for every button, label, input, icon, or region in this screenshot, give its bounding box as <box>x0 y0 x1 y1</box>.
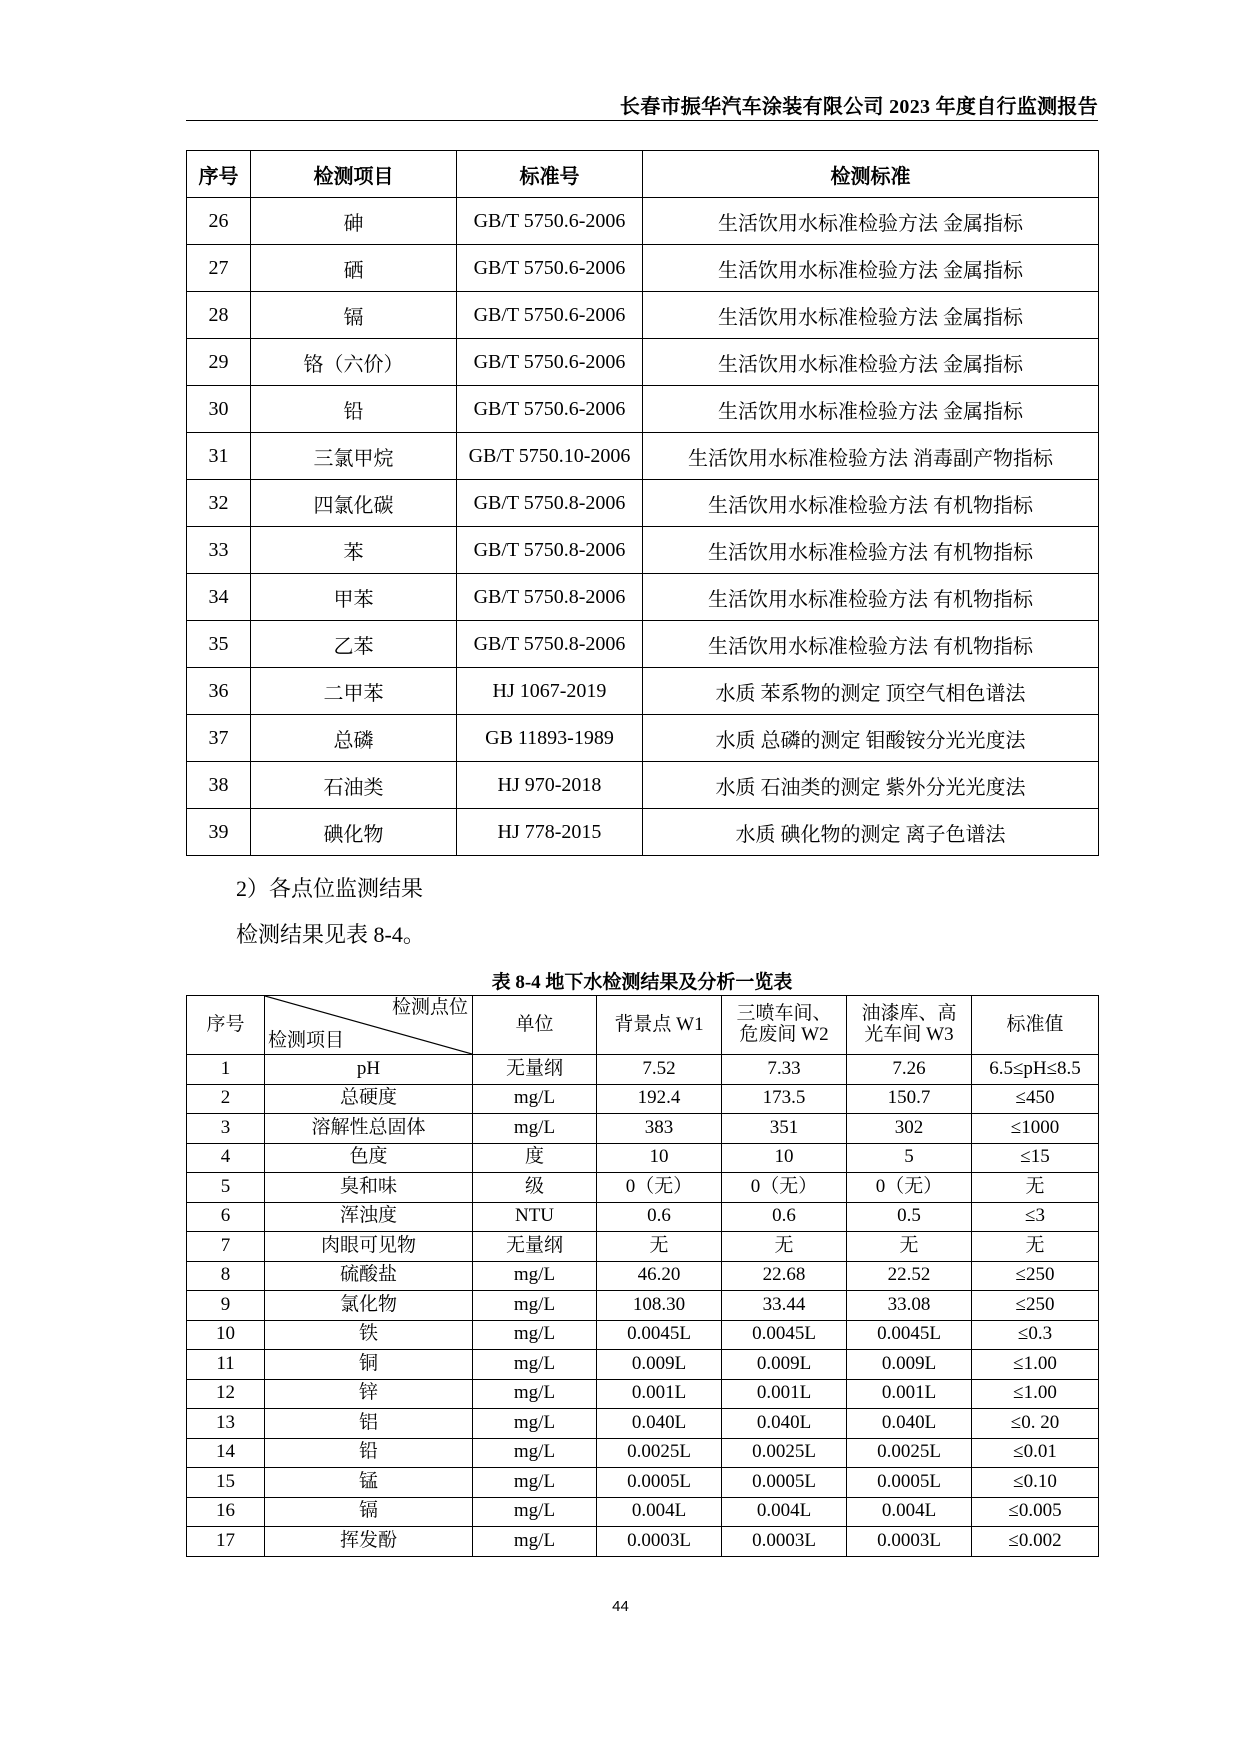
cell-w2: 0.0025L <box>722 1438 847 1468</box>
cell-test-standard: 生活饮用水标准检验方法 金属指标 <box>643 339 1099 386</box>
table-row <box>187 1173 1099 1203</box>
cell-w3: 0（无） <box>847 1173 972 1203</box>
groundwater-results-table <box>186 995 1099 1557</box>
cell-unit: mg/L <box>473 1468 597 1498</box>
cell-w1: 0（无） <box>597 1173 722 1203</box>
cell-standard-number: GB/T 5750.8-2006 <box>457 574 643 621</box>
cell-w3: 0.009L <box>847 1350 972 1380</box>
cell-seq: 1 <box>187 1055 265 1085</box>
cell-w2: 0.009L <box>722 1350 847 1380</box>
cell-w1: 0.0005L <box>597 1468 722 1498</box>
cell-w3: 0.0003L <box>847 1527 972 1557</box>
section-intro: 检测结果见表 8-4。 <box>236 922 425 947</box>
table-caption: 表 8-4 地下水检测结果及分析一览表 <box>491 972 793 993</box>
cell-seq: 5 <box>187 1173 265 1203</box>
cell-standard-number: HJ 1067-2019 <box>457 668 643 715</box>
cell-seq: 37 <box>187 715 251 762</box>
cell-unit: mg/L <box>473 1261 597 1291</box>
cell-seq: 2 <box>187 1084 265 1114</box>
cell-w1: 0.040L <box>597 1409 722 1439</box>
cell-w3: 7.26 <box>847 1055 972 1085</box>
table-row <box>187 574 1099 621</box>
cell-w2: 22.68 <box>722 1261 847 1291</box>
cell-test-item: 四氯化碳 <box>251 480 457 527</box>
cell-unit: mg/L <box>473 1497 597 1527</box>
cell-seq: 26 <box>187 198 251 245</box>
cell-seq: 8 <box>187 1261 265 1291</box>
cell-test-standard: 生活饮用水标准检验方法 金属指标 <box>643 198 1099 245</box>
cell-seq: 11 <box>187 1350 265 1380</box>
results-header-standard: 标准值 <box>972 996 1099 1055</box>
cell-seq: 3 <box>187 1114 265 1144</box>
cell-standard-number: GB 11893-1989 <box>457 715 643 762</box>
cell-w1: 10 <box>597 1143 722 1173</box>
cell-w2: 351 <box>722 1114 847 1144</box>
cell-test-item: 色度 <box>265 1143 473 1173</box>
cell-unit: NTU <box>473 1202 597 1232</box>
cell-w2: 173.5 <box>722 1084 847 1114</box>
cell-w1: 0.0045L <box>597 1320 722 1350</box>
cell-seq: 34 <box>187 574 251 621</box>
cell-w1: 192.4 <box>597 1084 722 1114</box>
cell-seq: 12 <box>187 1379 265 1409</box>
cell-test-standard: 生活饮用水标准检验方法 消毒副产物指标 <box>643 433 1099 480</box>
cell-seq: 36 <box>187 668 251 715</box>
cell-standard-number: GB/T 5750.8-2006 <box>457 621 643 668</box>
page-header <box>186 90 1098 121</box>
cell-w2: 0.040L <box>722 1409 847 1439</box>
cell-seq: 13 <box>187 1409 265 1439</box>
cell-w3: 无 <box>847 1232 972 1262</box>
cell-seq: 29 <box>187 339 251 386</box>
table-row <box>187 1497 1099 1527</box>
cell-test-item: 硫酸盐 <box>265 1261 473 1291</box>
cell-standard-value: ≤0. 20 <box>972 1409 1099 1439</box>
cell-w1: 46.20 <box>597 1261 722 1291</box>
cell-test-item: 铜 <box>265 1350 473 1380</box>
cell-test-standard: 生活饮用水标准检验方法 金属指标 <box>643 292 1099 339</box>
cell-standard-number: GB/T 5750.6-2006 <box>457 198 643 245</box>
cell-standard-value: ≤15 <box>972 1143 1099 1173</box>
cell-w3: 5 <box>847 1143 972 1173</box>
cell-unit: 级 <box>473 1173 597 1203</box>
cell-standard-value: ≤1.00 <box>972 1379 1099 1409</box>
table-row <box>187 1084 1099 1114</box>
cell-test-item: 甲苯 <box>251 574 457 621</box>
cell-test-item: 三氯甲烷 <box>251 433 457 480</box>
cell-test-item: 苯 <box>251 527 457 574</box>
cell-w3: 0.0005L <box>847 1468 972 1498</box>
table-row <box>187 762 1099 809</box>
cell-w2: 0.001L <box>722 1379 847 1409</box>
cell-w3: 0.5 <box>847 1202 972 1232</box>
table-row <box>187 1055 1099 1085</box>
cell-w3: 0.0025L <box>847 1438 972 1468</box>
cell-standard-number: HJ 778-2015 <box>457 809 643 856</box>
cell-standard-number: GB/T 5750.8-2006 <box>457 480 643 527</box>
cell-w2: 0.0003L <box>722 1527 847 1557</box>
w3-label-line1: 油漆库、高 <box>861 1003 957 1025</box>
header-standard-number: 标准号 <box>457 151 643 198</box>
results-header-row <box>187 996 1099 1055</box>
cell-test-standard: 水质 碘化物的测定 离子色谱法 <box>643 809 1099 856</box>
cell-standard-value: 无 <box>972 1173 1099 1203</box>
w3-label-line2: 光车间 W3 <box>864 1024 954 1045</box>
table-row <box>187 339 1099 386</box>
w2-label-line1: 三喷车间、 <box>736 1003 832 1025</box>
cell-seq: 4 <box>187 1143 265 1173</box>
cell-unit: mg/L <box>473 1320 597 1350</box>
cell-test-item: 锌 <box>265 1379 473 1409</box>
table-row <box>187 245 1099 292</box>
cell-test-standard: 生活饮用水标准检验方法 金属指标 <box>643 245 1099 292</box>
cell-unit: 无量纲 <box>473 1055 597 1085</box>
table-row <box>187 1320 1099 1350</box>
cell-test-item: 镉 <box>265 1497 473 1527</box>
cell-unit: mg/L <box>473 1409 597 1439</box>
cell-seq: 16 <box>187 1497 265 1527</box>
cell-test-item: 锰 <box>265 1468 473 1498</box>
cell-seq: 31 <box>187 433 251 480</box>
header-seq: 序号 <box>187 151 251 198</box>
table-row <box>187 1379 1099 1409</box>
cell-unit: mg/L <box>473 1379 597 1409</box>
table-row <box>187 386 1099 433</box>
cell-standard-number: GB/T 5750.6-2006 <box>457 386 643 433</box>
cell-w3: 302 <box>847 1114 972 1144</box>
table-row <box>187 1114 1099 1144</box>
cell-seq: 30 <box>187 386 251 433</box>
table-row <box>187 621 1099 668</box>
table-row <box>187 809 1099 856</box>
cell-seq: 17 <box>187 1527 265 1557</box>
table-row <box>187 1350 1099 1380</box>
table-row <box>187 668 1099 715</box>
results-header-unit: 单位 <box>473 996 597 1055</box>
page-number: 44 <box>612 1598 629 1615</box>
cell-seq: 6 <box>187 1202 265 1232</box>
results-header-w1: 背景点 W1 <box>597 996 722 1055</box>
cell-w3: 150.7 <box>847 1084 972 1114</box>
cell-standard-number: GB/T 5750.6-2006 <box>457 245 643 292</box>
table-row <box>187 1232 1099 1262</box>
table-row <box>187 198 1099 245</box>
cell-standard-number: GB/T 5750.6-2006 <box>457 339 643 386</box>
cell-w2: 7.33 <box>722 1055 847 1085</box>
cell-unit: mg/L <box>473 1291 597 1321</box>
w2-label-line2: 危废间 W2 <box>739 1024 829 1045</box>
cell-seq: 9 <box>187 1291 265 1321</box>
cell-seq: 15 <box>187 1468 265 1498</box>
cell-test-standard: 生活饮用水标准检验方法 有机物指标 <box>643 480 1099 527</box>
table-row <box>187 1527 1099 1557</box>
cell-test-standard: 水质 苯系物的测定 顶空气相色谱法 <box>643 668 1099 715</box>
cell-test-item: pH <box>265 1055 473 1085</box>
cell-standard-value: ≤3 <box>972 1202 1099 1232</box>
cell-test-item: 二甲苯 <box>251 668 457 715</box>
cell-w2: 无 <box>722 1232 847 1262</box>
cell-test-item: 石油类 <box>251 762 457 809</box>
cell-test-standard: 水质 石油类的测定 紫外分光光度法 <box>643 762 1099 809</box>
cell-seq: 39 <box>187 809 251 856</box>
table-row <box>187 1143 1099 1173</box>
cell-w3: 0.001L <box>847 1379 972 1409</box>
cell-seq: 33 <box>187 527 251 574</box>
cell-standard-number: GB/T 5750.8-2006 <box>457 527 643 574</box>
cell-seq: 10 <box>187 1320 265 1350</box>
table-row <box>187 1261 1099 1291</box>
header-test-item: 检测项目 <box>251 151 457 198</box>
cell-w1: 0.0025L <box>597 1438 722 1468</box>
table-row <box>187 1438 1099 1468</box>
cell-w1: 无 <box>597 1232 722 1262</box>
cell-standard-value: ≤450 <box>972 1084 1099 1114</box>
cell-standard-value: ≤0.005 <box>972 1497 1099 1527</box>
cell-test-item: 铅 <box>251 386 457 433</box>
cell-w2: 33.44 <box>722 1291 847 1321</box>
cell-seq: 7 <box>187 1232 265 1262</box>
cell-test-standard: 生活饮用水标准检验方法 有机物指标 <box>643 527 1099 574</box>
results-table-body <box>187 996 1099 1557</box>
cell-standard-value: 6.5≤pH≤8.5 <box>972 1055 1099 1085</box>
cell-test-item: 肉眼可见物 <box>265 1232 473 1262</box>
cell-standard-value: ≤0.01 <box>972 1438 1099 1468</box>
header-test-standard: 检测标准 <box>643 151 1099 198</box>
cell-unit: 无量纲 <box>473 1232 597 1262</box>
cell-w3: 33.08 <box>847 1291 972 1321</box>
cell-test-item: 臭和味 <box>265 1173 473 1203</box>
table-header-row <box>187 151 1099 198</box>
diagonal-header-cell <box>265 996 473 1055</box>
cell-w1: 108.30 <box>597 1291 722 1321</box>
cell-unit: mg/L <box>473 1350 597 1380</box>
cell-w1: 383 <box>597 1114 722 1144</box>
methods-table-body <box>187 198 1099 856</box>
table-row <box>187 480 1099 527</box>
table-row <box>187 292 1099 339</box>
cell-unit: mg/L <box>473 1527 597 1557</box>
table-row <box>187 1202 1099 1232</box>
cell-w2: 10 <box>722 1143 847 1173</box>
cell-seq: 38 <box>187 762 251 809</box>
section-heading: 2）各点位监测结果 <box>236 876 424 901</box>
cell-standard-number: HJ 970-2018 <box>457 762 643 809</box>
cell-standard-value: ≤1000 <box>972 1114 1099 1144</box>
cell-test-item: 挥发酚 <box>265 1527 473 1557</box>
cell-test-standard: 生活饮用水标准检验方法 有机物指标 <box>643 574 1099 621</box>
results-header-seq: 序号 <box>187 996 265 1055</box>
cell-w3: 0.040L <box>847 1409 972 1439</box>
cell-standard-value: ≤250 <box>972 1261 1099 1291</box>
cell-test-item: 砷 <box>251 198 457 245</box>
report-title: 长春市振华汽车涂装有限公司 2023 年度自行监测报告 <box>619 96 1098 118</box>
cell-w2: 0.0045L <box>722 1320 847 1350</box>
cell-test-item: 浑浊度 <box>265 1202 473 1232</box>
cell-unit: 度 <box>473 1143 597 1173</box>
test-methods-table <box>186 150 1099 856</box>
cell-test-standard: 水质 总磷的测定 钼酸铵分光光度法 <box>643 715 1099 762</box>
table-row <box>187 527 1099 574</box>
cell-w3: 0.004L <box>847 1497 972 1527</box>
cell-standard-value: ≤0.002 <box>972 1527 1099 1557</box>
cell-w2: 0（无） <box>722 1173 847 1203</box>
cell-w1: 0.001L <box>597 1379 722 1409</box>
cell-test-item: 铝 <box>265 1409 473 1439</box>
cell-test-item: 镉 <box>251 292 457 339</box>
cell-unit: mg/L <box>473 1438 597 1468</box>
cell-w1: 0.004L <box>597 1497 722 1527</box>
cell-seq: 32 <box>187 480 251 527</box>
cell-test-item: 总磷 <box>251 715 457 762</box>
header-monitoring-point: 检测点位 <box>391 997 468 1018</box>
table-row <box>187 1468 1099 1498</box>
cell-seq: 14 <box>187 1438 265 1468</box>
cell-test-item: 氯化物 <box>265 1291 473 1321</box>
cell-standard-number: GB/T 5750.10-2006 <box>457 433 643 480</box>
cell-standard-value: ≤250 <box>972 1291 1099 1321</box>
cell-test-item: 碘化物 <box>251 809 457 856</box>
cell-standard-value: 无 <box>972 1232 1099 1262</box>
cell-standard-number: GB/T 5750.6-2006 <box>457 292 643 339</box>
results-header-w3 <box>847 996 972 1055</box>
cell-standard-value: ≤0.3 <box>972 1320 1099 1350</box>
cell-test-item: 铅 <box>265 1438 473 1468</box>
cell-w1: 0.6 <box>597 1202 722 1232</box>
cell-test-standard: 生活饮用水标准检验方法 有机物指标 <box>643 621 1099 668</box>
cell-seq: 27 <box>187 245 251 292</box>
cell-seq: 28 <box>187 292 251 339</box>
cell-w2: 0.0005L <box>722 1468 847 1498</box>
cell-w2: 0.6 <box>722 1202 847 1232</box>
cell-test-item: 总硬度 <box>265 1084 473 1114</box>
cell-w1: 0.0003L <box>597 1527 722 1557</box>
results-header-w2 <box>722 996 847 1055</box>
cell-w3: 0.0045L <box>847 1320 972 1350</box>
table-row <box>187 1409 1099 1439</box>
cell-w3: 22.52 <box>847 1261 972 1291</box>
cell-standard-value: ≤1.00 <box>972 1350 1099 1380</box>
cell-test-item: 溶解性总固体 <box>265 1114 473 1144</box>
header-test-item: 检测项目 <box>268 1030 345 1052</box>
cell-w1: 0.009L <box>597 1350 722 1380</box>
cell-seq: 35 <box>187 621 251 668</box>
cell-test-item: 铬（六价） <box>251 339 457 386</box>
cell-test-item: 硒 <box>251 245 457 292</box>
cell-unit: mg/L <box>473 1084 597 1114</box>
cell-w2: 0.004L <box>722 1497 847 1527</box>
table-row <box>187 715 1099 762</box>
table-row <box>187 1291 1099 1321</box>
cell-test-standard: 生活饮用水标准检验方法 金属指标 <box>643 386 1099 433</box>
cell-test-item: 铁 <box>265 1320 473 1350</box>
cell-w1: 7.52 <box>597 1055 722 1085</box>
cell-unit: mg/L <box>473 1114 597 1144</box>
cell-test-item: 乙苯 <box>251 621 457 668</box>
table-row <box>187 433 1099 480</box>
cell-standard-value: ≤0.10 <box>972 1468 1099 1498</box>
